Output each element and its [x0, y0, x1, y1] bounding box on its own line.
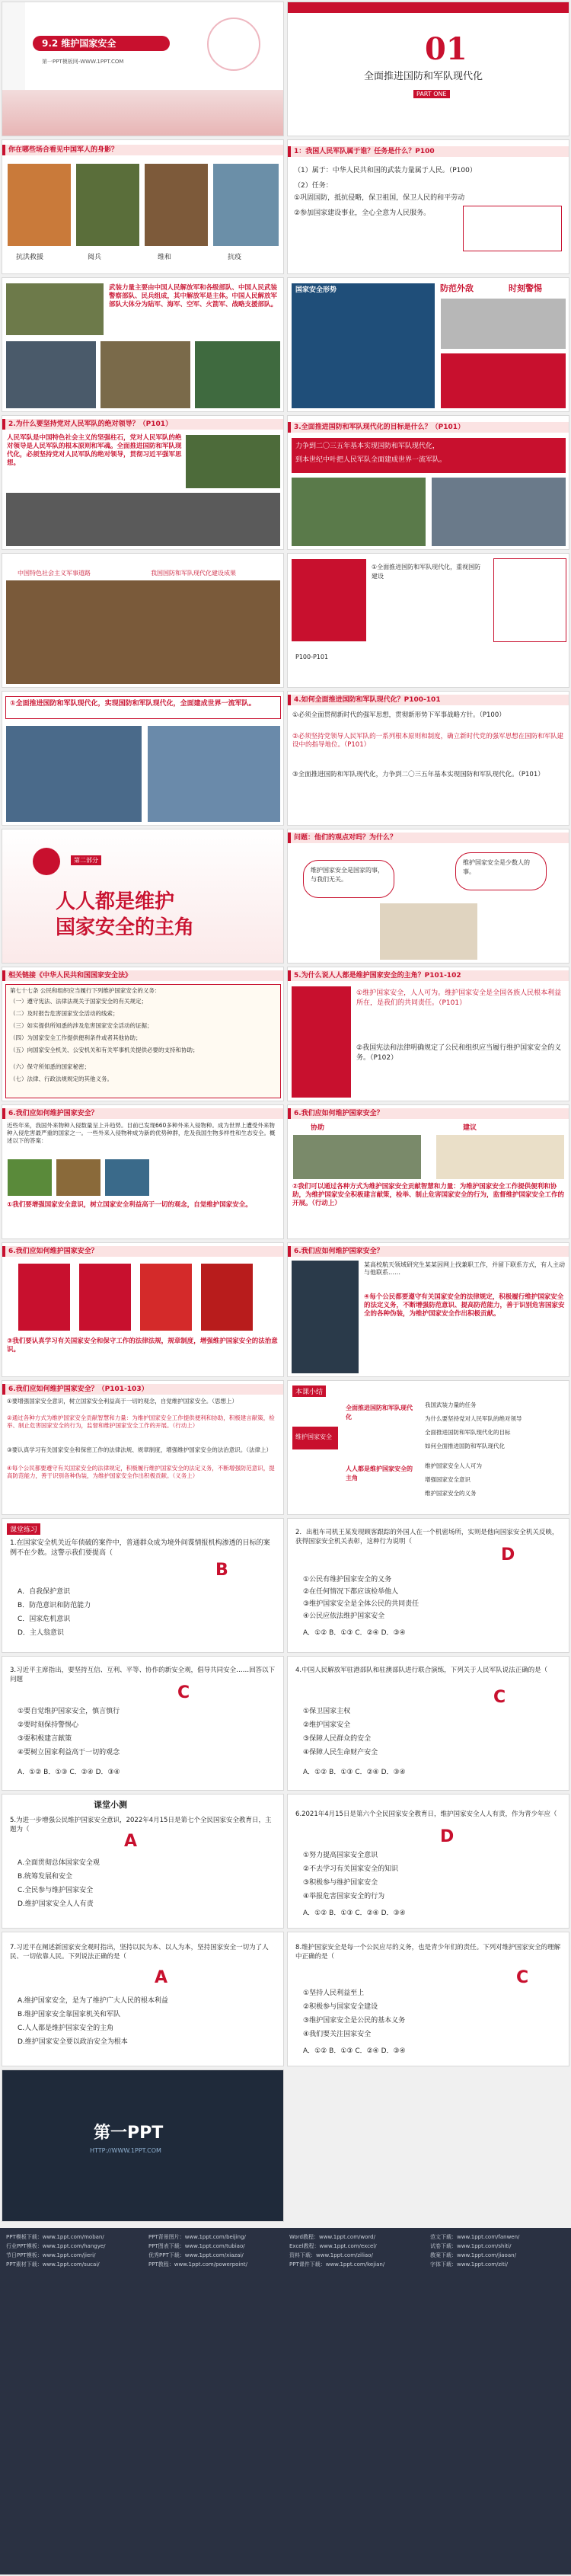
label-assist: 协助	[311, 1124, 325, 1132]
summary-line: ①要增强国家安全意识，树立国家安全利益高于一切的观念，自觉维护国家安全。（思想上）	[7, 1398, 238, 1405]
question-bar: 2.为什么要坚持党对人民军队的绝对领导？（P101）	[2, 419, 283, 430]
question-bar: 5.为什么说人人都是维护国家安全的主角？P101-102	[288, 970, 569, 981]
quiz-option: ③保障人民群众的安全	[303, 1735, 372, 1743]
method-line: ③全面推进国防和军队现代化，力争到二〇三五年基本实现国防和军队现代化。（P101）	[292, 771, 544, 778]
parade-caption: 我国国防和军队现代化建设成果	[151, 570, 236, 577]
quiz-option: ①坚持人民利益至上	[303, 1990, 365, 1997]
quiz-option: ①努力提高国家安全意识	[303, 1852, 378, 1859]
quiz-question: 8.维护国家安全是每一个公民应尽的义务，也是青少年们的责任。下列对维护国家安全的理解中正确的是（	[295, 1944, 561, 1961]
question-bar: 6.我们应如何维护国家安全？	[2, 1108, 283, 1119]
emblem-icon	[207, 18, 260, 71]
quiz-option: B.维护国家安全靠国家机关和军队	[18, 2011, 121, 2018]
question-bar: 6.我们应如何维护国家安全？（P101-103）	[2, 1384, 283, 1395]
caption-2: 阅兵	[88, 254, 102, 261]
law-line: （四）为国家安全工作提供便利条件或者其他协助；	[10, 1034, 142, 1041]
mindmap-leaf: 全面推进国防和军队现代化的目标	[425, 1429, 511, 1436]
quiz-answer: B	[215, 1561, 228, 1580]
mindmap-node: 人人都是维护国家安全的主角	[346, 1465, 413, 1481]
reason-1: ①维护国家安全，人人可为。维护国家安全是全国各族人民根本利益所在，是我们的共同责任。（P101）	[356, 989, 562, 1007]
answer-line: ①巩固国防，抵抗侵略，保卫祖国，保卫人民的和平劳动	[294, 194, 465, 202]
quiz-option: ②不去学习有关国家安全的知识	[303, 1865, 399, 1873]
quiz-choices: A．①② B．①③ C．②④ D．③④	[18, 1769, 120, 1776]
mindmap-leaf: 维护国家安全人人可为	[425, 1462, 482, 1469]
case-text: 近些年来，我国外来物种入侵数量呈上升趋势。目前已发现660多种外来入侵物种。成为世界上遭受外来物种入侵危害最严重的国家之一。一些外来入侵物种成为新的优势种群，危及我国生物多样性和生态安全。概述以下的答案：	[7, 1122, 276, 1144]
quiz-choices: A．①② B．①③ C．②④ D．③④	[303, 1629, 406, 1637]
army-text: ①全面推进国防和军队现代化，实现国防和军队现代化，全面建成世界一流军队。	[10, 700, 256, 708]
quiz-option: ①保卫国家主权	[303, 1708, 351, 1715]
slide-why-everyone	[287, 967, 569, 1101]
question-bar: 6.我们应如何维护国家安全？	[288, 1246, 569, 1257]
footer-links	[0, 2228, 571, 2574]
quiz-option: ③维护国家安全是公民的基本义务	[303, 2017, 406, 2025]
mindmap-node: 全面推进国防和军队现代化	[346, 1405, 413, 1421]
quiz-option: ①要自觉维护国家安全，慎言慎行	[18, 1708, 120, 1715]
footer-link[interactable]: 优秀PPT下载：www.1ppt.com/xiazai/	[148, 2252, 244, 2258]
part-heading: 全面推进国防和军队现代化	[364, 71, 483, 82]
quiz-option: ①公民有维护国家安全的义务	[303, 1576, 392, 1584]
footer-link[interactable]: 试卷下载：www.1ppt.com/shiti/	[430, 2243, 512, 2249]
law-line: （三）如实提供所知悉的涉及危害国家安全活动的证据；	[10, 1022, 153, 1029]
slide-quiz-4	[287, 1656, 569, 1791]
quiz-option: B．防范意识和防范能力	[18, 1602, 91, 1609]
quiz-option: ②在任何情况下都应该检举他人	[303, 1588, 399, 1596]
method-line: ①必须全面贯彻新时代的强军思想，贯彻新形势下军事战略方针。（P100）	[292, 711, 506, 719]
caption-4: 抗疫	[228, 254, 242, 261]
quiz-title: 课堂练习	[7, 1523, 40, 1535]
slide-quiz-2	[287, 1518, 569, 1653]
slide-quiz-8	[287, 1932, 569, 2066]
slide-opinions	[287, 829, 569, 964]
mindmap-leaf: 我国武装力量的任务	[425, 1401, 477, 1408]
end-url: HTTP://WWW.1PPT.COM	[90, 2147, 161, 2154]
caption-3: 维和	[158, 254, 172, 261]
opinion-a: 维护国家安全是国家的事，与我们无关。	[311, 867, 384, 883]
law-line: （六）保守所知悉的国家秘密；	[10, 1063, 90, 1070]
quiz-question: 1.在国家安全机关近年侦破的案件中，普通群众成为境外间谍情报机构渗透的目标的案例不在少数。这警示我们要提高（	[10, 1539, 270, 1557]
link-title: 相关链接《中华人民共和国国家安全法》	[2, 970, 283, 981]
slide-invasive-species	[2, 1104, 284, 1239]
quiz-answer: D	[440, 1827, 455, 1846]
question-bar: 3.全面推进国防和军队现代化的目标是什么？（P101）	[288, 422, 569, 433]
summary-title: 本课小结	[292, 1385, 326, 1397]
quiz-option: ②维护国家安全	[303, 1721, 351, 1729]
quiz-choices: A．①② B．①③ C．②④ D．③④	[303, 1910, 406, 1917]
quiz-question: 6.2021年4月15日是第六个全民国家安全教育日，维护国家安全人人有责，作为青少年应（	[295, 1811, 557, 1818]
mindmap-leaf: 如何全面推进国防和军队现代化	[425, 1443, 505, 1449]
law-line: （二）及时报告危害国家安全活动的线索；	[10, 1010, 119, 1017]
question-bar: 6.我们应如何维护国家安全？	[2, 1246, 283, 1257]
footer-link[interactable]: 范文下载：www.1ppt.com/fanwen/	[430, 2234, 520, 2240]
guard-label-b: 时刻警惕	[509, 283, 542, 293]
answer-line: （1）属于：中华人民共和国的武装力量属于人民。（P100）	[294, 167, 477, 174]
summary-line: ④每个公民都要遵守有关国家安全的法律规定，积极履行维护国家安全的法定义务，不断增强防范意识，提高防范能力，善于识别各种伪装，为维护国家安全作出积极贡献。（义务上）	[7, 1465, 275, 1479]
quiz-option: C．国家危机意识	[18, 1616, 71, 1623]
footer-link[interactable]: PPT教程：www.1ppt.com/powerpoint/	[148, 2261, 247, 2268]
quiz-option: ③要积极建言献策	[18, 1735, 72, 1743]
slide-armed-forces	[2, 277, 284, 412]
slide-spy-case	[287, 1242, 569, 1377]
quiz-option: ②要时刻保持警惕心	[18, 1721, 79, 1729]
quiz-option: ③积极参与维护国家安全	[303, 1879, 378, 1887]
quiz-option: A．自我保护意识	[18, 1588, 71, 1596]
part-tag: PART ONE	[413, 90, 450, 98]
end-logo: 第一PPT	[94, 2124, 164, 2143]
slide-security-situation	[287, 277, 569, 412]
slide-army-scenes	[2, 139, 284, 274]
reason-2: ②我国宪法和法律明确规定了公民和组织应当履行维护国家安全的义务。（P102）	[356, 1044, 562, 1062]
quiz-option: C.全民参与维护国家安全	[18, 1887, 94, 1894]
answer-text: ④每个公民都要遵守有关国家安全的法律规定，积极履行维护国家安全的法定义务，不断增强防范意识、提高防范能力，善于识别危害国家安全的各种伪装，为维护国家安全作出积极贡献。	[364, 1293, 565, 1318]
slide-end	[2, 2069, 284, 2222]
footer-link[interactable]: PPT课件下载：www.1ppt.com/kejian/	[289, 2261, 385, 2268]
part-number: 01	[425, 31, 467, 67]
slide-security-law	[2, 967, 284, 1101]
quiz-option: ②积极参与国家安全建设	[303, 2003, 378, 2011]
quiz-answer: C	[493, 1688, 506, 1707]
quiz-option: A.维护国家安全，是为了维护广大人民的根本利益	[18, 1997, 168, 2005]
opinion-b: 维护国家安全是少数人的事。	[463, 859, 530, 875]
slide-part-two	[2, 829, 284, 964]
mindmap-leaf: 维护国家安全的义务	[425, 1490, 477, 1497]
quiz-option: ④保障人民生命财产安全	[303, 1749, 378, 1756]
slide-part-one	[287, 2, 569, 136]
case-text: 某高校航天领域研究生某某因网上找兼职工作，并留下联系方式，有人主动与他联系……	[364, 1261, 565, 1276]
footer-link[interactable]: Excel教程：www.1ppt.com/excel/	[289, 2243, 377, 2249]
part-heading-2: 国家安全的主角	[56, 916, 195, 939]
goal-line: 到本世纪中叶把人民军队全面建成世界一流军队。	[295, 456, 447, 464]
quiz-question: 4.中国人民解放军驻港部队和驻澳部队进行联合演练，下列关于人民军队说法正确的是（	[295, 1667, 548, 1674]
mindmap-leaf: 增强国家安全意识	[425, 1476, 471, 1483]
question-bar: 你在哪些场合看见中国军人的身影？	[2, 145, 283, 155]
part-heading-1: 人人都是维护	[56, 890, 175, 913]
slide-world-class-army	[2, 691, 284, 826]
page-ref: P100-P101	[295, 654, 329, 660]
goal-line: 力争到二〇三五年基本实现国防和军队现代化，	[295, 443, 440, 450]
slide-how-summary	[2, 1380, 284, 1515]
quiz-question: 7.习近平在阐述新国家安全观时指出，坚持以民为本、以人为本，坚持国家安全一切为了人民、一切依靠人民。下列说法正确的是（	[10, 1944, 269, 1961]
slide-quiz-1	[2, 1518, 284, 1653]
quiz-answer: C	[177, 1683, 190, 1702]
quiz-option: ④举报危害国家安全的行为	[303, 1893, 385, 1900]
mindmap-root: 维护国家安全	[295, 1433, 332, 1440]
quiz-option: ③维护国家安全是全体公民的共同责任	[303, 1600, 419, 1608]
quiz-option: A.全面贯彻总体国家安全观	[18, 1859, 100, 1867]
law-line: 第七十七条 公民和组织应当履行下列维护国家安全的义务：	[10, 987, 161, 994]
quiz-option: C.人人都是维护国家安全的主角	[18, 2025, 114, 2032]
quiz-question: 3.习近平主席指出，要坚持互信、互利、平等、协作的新安全观，倡导共同安全……回答以下问题	[10, 1667, 276, 1683]
question-bar: 4.如何全面推进国防和军队现代化？P100-101	[288, 695, 569, 705]
law-line: （七）法律、行政法规规定的其他义务。	[10, 1075, 113, 1082]
question-bar: 6.我们应如何维护国家安全？	[288, 1108, 569, 1119]
quiz-option: D.维护国家安全人人有责	[18, 1900, 94, 1908]
answer-text: ①我们要增强国家安全意识，树立国家安全利益高于一切的观念，自觉维护国家安全。	[7, 1201, 252, 1209]
leadership-text: 人民军队是中国特色社会主义的坚强柱石，党对人民军队的绝对领导是人民军队的根本原则和军魂。全面推进国防和军队现代化，必须坚持党对人民军队的绝对领导，贯彻习近平强军思想。	[7, 434, 182, 467]
answer-text: ③我们要认真学习有关国家安全和保守工作的法律法规，规章制度，增强维护国家安全的法治意识。	[7, 1338, 278, 1354]
slide-army-task	[287, 139, 569, 274]
footer-link[interactable]: PPT素材下载：www.1ppt.com/sucai/	[6, 2261, 100, 2268]
footer-link[interactable]: 节日PPT模板：www.1ppt.com/jieri/	[6, 2252, 96, 2258]
mindmap-leaf: 为什么要坚持党对人民军队的绝对领导	[425, 1415, 522, 1422]
law-line: （一）遵守宪法、法律法规关于国家安全的有关规定；	[10, 998, 147, 1005]
slide-modernization-goal	[287, 415, 569, 550]
quiz-option: ④要树立国家利益高于一切的观念	[18, 1749, 120, 1756]
quiz-option: ④公民应依法维护国家安全	[303, 1612, 385, 1620]
situation-label: 国家安全形势	[295, 286, 337, 294]
footer-link[interactable]: 教案下载：www.1ppt.com/jiaoan/	[430, 2252, 516, 2258]
quiz-option: B.统筹发展和安全	[18, 1873, 73, 1881]
footer-link[interactable]: PPT背景图片：www.1ppt.com/beijing/	[148, 2234, 246, 2240]
emblem-icon	[33, 848, 60, 875]
question-bar: 1：我国人民军队属于谁？任务是什么？P100	[288, 146, 569, 157]
slide-defense-poster	[287, 553, 569, 688]
question-bar: 问题：他们的观点对吗？为什么？	[288, 833, 569, 843]
footer-link[interactable]: Word教程：www.1ppt.com/word/	[289, 2234, 375, 2240]
parade-caption: 中国特色社会主义军事道路	[18, 570, 91, 577]
quiz-answer: A	[124, 1832, 138, 1851]
lesson-title: 9.2 维护国家安全	[42, 38, 116, 49]
quiz-option: D.维护国家安全要以政治安全为根本	[18, 2038, 128, 2046]
slide-title	[2, 2, 284, 136]
quiz-option: D．主人翁意识	[18, 1629, 64, 1637]
footer-link[interactable]: 资料下载：www.1ppt.com/ziliao/	[289, 2252, 373, 2258]
footer-link[interactable]: PPT图表下载：www.1ppt.com/tubiao/	[148, 2243, 245, 2249]
quiz-choices: A．①② B．①③ C．②④ D．③④	[303, 1769, 406, 1776]
summary-line: ③要认真学习有关国家安全和保密工作的法律法规、规章制度，增强维护国家安全的法治意识。（法律上）	[7, 1446, 272, 1453]
slide-quiz-6	[287, 1794, 569, 1929]
quiz-answer: C	[516, 1968, 529, 1987]
slide-assist-advise	[287, 1104, 569, 1239]
label-advise: 建议	[463, 1124, 477, 1132]
slide-quiz-7	[2, 1932, 284, 2066]
slide-quiz-3	[2, 1656, 284, 1791]
slide-study-law	[2, 1242, 284, 1377]
quiz-title: 课堂小测	[94, 1800, 127, 1810]
answer-line: （2）任务：	[294, 182, 333, 190]
footer-link[interactable]: 行业PPT模板：www.1ppt.com/hangye/	[6, 2243, 106, 2249]
defense-text: ①全面推进国防和军队现代化，重视国防建设	[372, 564, 481, 580]
armed-forces-text: 武装力量主要由中国人民解放军和各级部队、中国人民武装警察部队、民兵组成，其中解放军是主体。中国人民解放军部队大体分为陆军、海军、空军、火箭军、战略支援部队。	[109, 284, 278, 308]
slide-parade	[2, 553, 284, 688]
slide-lesson-summary	[287, 1380, 569, 1515]
caption-1: 抗洪救援	[16, 254, 44, 261]
summary-line: ②通过各种方式为维护国家安全贡献智慧和力量：为维护国家安全工作提供便利和协助，积极建言献策，检举、制止危害国家安全的行为，监督和维护国家安全工作的开展。（行动上）	[7, 1414, 275, 1429]
quiz-answer: D	[501, 1545, 515, 1564]
answer-line: ②参加国家建设事业，全心全意为人民服务。	[294, 209, 431, 217]
great-wall-banner	[2, 90, 283, 136]
part-tag: 第二部分	[71, 855, 101, 865]
quiz-question: 2．出租车司机王某发现顾客跟踪的外国人在一个机密场所，实则是他向国家安全机关反映，获得国家安全机关表彰，这种行为说明（	[295, 1529, 559, 1545]
law-line: （五）向国家安全机关、公安机关和有关军事机关提供必要的支持和协助；	[10, 1047, 199, 1053]
answer-text: ②我们可以通过各种方式为维护国家安全贡献智慧和力量：为维护国家安全工作提供便利和协助，为维护国家安全积极建言献策，检举、制止危害国家安全的行为，监督维护国家安全工作的开展。（行动上）	[292, 1183, 565, 1207]
footer-link[interactable]: PPT模板下载：www.1ppt.com/moban/	[6, 2234, 104, 2240]
quiz-choices: A．①② B．①③ C．②④ D．③④	[303, 2047, 406, 2055]
slide-quiz-5	[2, 1794, 284, 1929]
footer-link[interactable]: 字体下载：www.1ppt.com/ziti/	[430, 2261, 509, 2268]
guard-label-a: 防范外敌	[440, 283, 474, 293]
method-line: ②必须坚持党领导人民军队的一系列根本原则和制度，确立新时代党的强军思想在国防和军队建设中的指导地位。（P101）	[292, 733, 564, 749]
quiz-question: 5.为进一步增强公民维护国家安全意识，2022年4月15日是第七个全民国家安全教育日，主题为（	[10, 1817, 272, 1833]
template-site: 第一PPT模板网-WWW.1PPT.COM	[42, 59, 124, 65]
slide-party-leadership	[2, 415, 284, 550]
slide-how-modernize	[287, 691, 569, 826]
quiz-option: ④我们要关注国家安全	[303, 2031, 372, 2038]
quiz-answer: A	[155, 1968, 168, 1987]
